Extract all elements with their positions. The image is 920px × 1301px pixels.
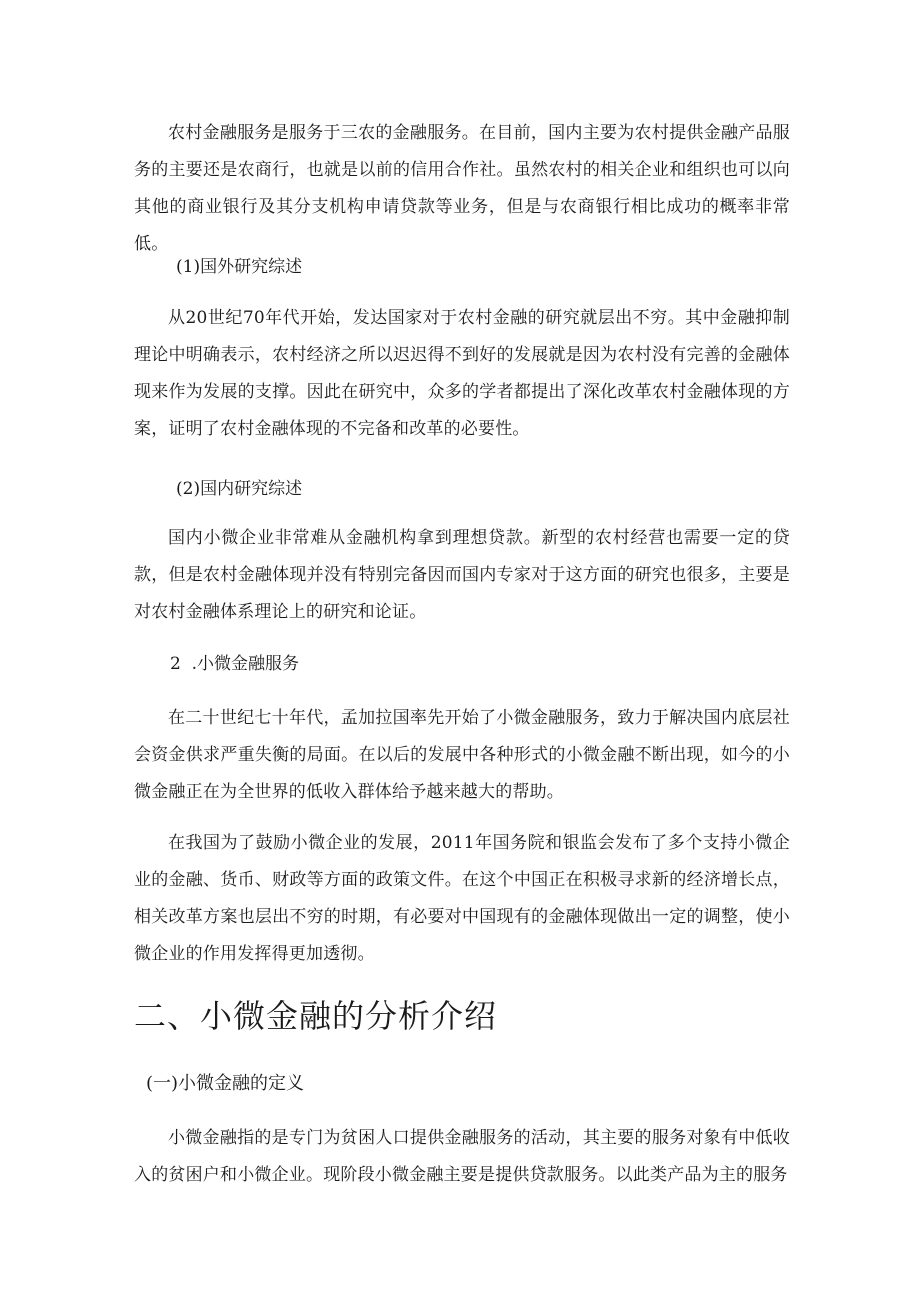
paragraph-microfinance-definition: 小微金融指的是专门为贫困人口提供金融服务的活动，其主要的服务对象有中低收入的贫困户和小微企业。现阶段小微金融主要是提供贷款服务。以此类产品为主的服务 (134, 1128, 790, 1185)
chapter-heading: 二、小微金融的分析介绍 (134, 997, 498, 1035)
section-heading: (一)小微金融的定义 (146, 1073, 305, 1094)
paragraph-domestic-research: 国内小微企业非常难从金融机构拿到理想贷款。新型的农村经营也需要一定的贷款，但是农村金融体现并没有特别完备因而国内专家对于这方面的研究也很多，主要是对农村金融体系理论上的研究和论证。 (134, 528, 790, 622)
paragraph-foreign-research: 从20世纪70年代开始，发达国家对于农村金融的研究就层出不穷。其中金融抑制理论中明确表示，农村经济之所以迟迟得不到好的发展就是因为农村没有完善的金融体现来作为发展的支撑。因此在研究中，众多的学者都提出了深化改革农村金融体现的方案，证明了农村金融体现的不完备和改革的必要性。 (134, 308, 790, 439)
paragraph-rural-finance-intro: 农村金融服务是服务于三农的金融服务。在目前，国内主要为农村提供金融产品服务的主要还是农商行，也就是以前的信用合作社。虽然农村的相关企业和组织也可以向其他的商业银行及其分支机构申请贷款等业务，但是与农商银行相比成功的概率非常低。 (134, 123, 790, 254)
subheading-microfinance-service: 2 .小微金融服务 (170, 654, 300, 674)
paragraph-microfinance-origin: 在二十世纪七十年代，孟加拉国率先开始了小微金融服务，致力于解决国内底层社会资金供求严重失衡的局面。在以后的发展中各种形式的小微金融不断出现，如今的小微金融正在为全世界的低收入群体给予越来越大的帮助。 (134, 708, 790, 802)
subheading-foreign-research: (1)国外研究综述 (176, 257, 303, 277)
subheading-domestic-research: (2)国内研究综述 (176, 479, 303, 499)
paragraph-microfinance-policy: 在我国为了鼓励小微企业的发展，2011年国务院和银监会发布了多个支持小微企业的金融、货币、财政等方面的政策文件。在这个中国正在积极寻求新的经济增长点，相关改革方案也层出不穷的时期，有必要对中国现有的金融体现做出一定的调整，使小微企业的作用发挥得更加透彻。 (134, 833, 790, 964)
